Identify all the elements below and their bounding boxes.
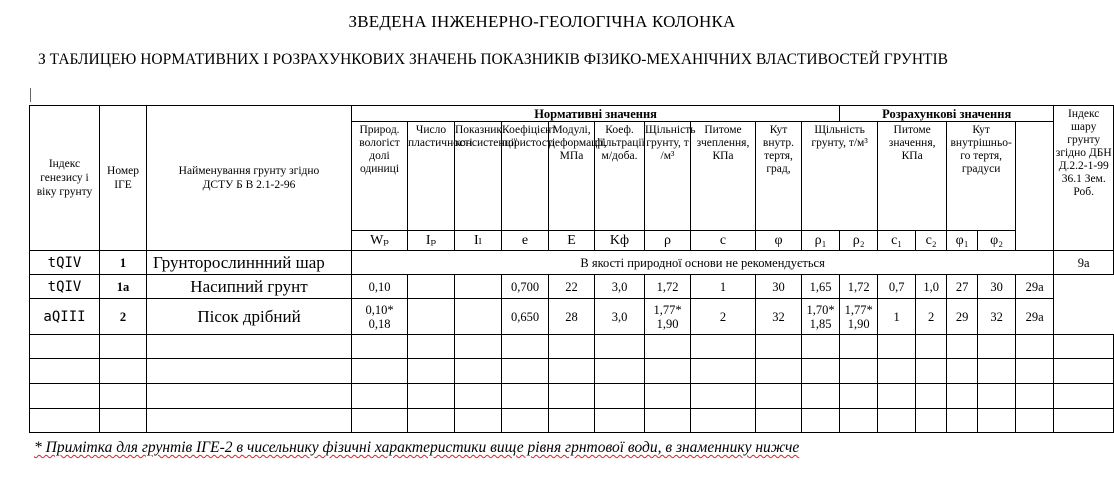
header-normative-group: Нормативні значення bbox=[352, 106, 840, 122]
symbol-phi: φ bbox=[756, 231, 802, 251]
ige-number: 1а bbox=[100, 275, 147, 299]
header-consistency: Показник консистенції bbox=[455, 122, 502, 231]
header-porosity: Коефіцієнт пористості bbox=[502, 122, 549, 231]
symbol-rho: ρ bbox=[645, 231, 691, 251]
layer-index: 9а bbox=[1054, 251, 1114, 275]
text-cursor bbox=[30, 88, 31, 102]
header-moisture: Природ. вологіст долі одиниці bbox=[352, 122, 408, 231]
value-phi2: 30 bbox=[978, 275, 1016, 299]
value-rho1: 1,65 bbox=[802, 275, 840, 299]
value-c2: 1,0 bbox=[916, 275, 947, 299]
value-rho2-bottom: 1,90 bbox=[847, 316, 870, 331]
header-index-genesis: Індекс генезису і віку грунту bbox=[30, 106, 100, 251]
symbol-modulus: E bbox=[549, 231, 595, 251]
empty-row bbox=[30, 335, 1114, 359]
header-soil-name: Найменування грунту згідно ДСТУ Б В 2.1-2-96 bbox=[147, 106, 352, 251]
value-rho bbox=[645, 299, 691, 335]
value-phi1: 27 bbox=[947, 275, 978, 299]
header-cohesion-normative: Питоме зчеплення, КПа bbox=[691, 122, 756, 231]
value-wp-bottom: 0,18 bbox=[368, 316, 391, 331]
ige-number: 1 bbox=[100, 251, 147, 275]
value-phi: 30 bbox=[756, 275, 802, 299]
value-rho2 bbox=[840, 299, 878, 335]
soil-name: Пісок дрібний bbox=[147, 299, 352, 335]
symbol-kf: Kф bbox=[595, 231, 645, 251]
value-phi1: 29 bbox=[947, 299, 978, 335]
symbol-e: e bbox=[502, 231, 549, 251]
document-title: ЗВЕДЕНА ІНЖЕНЕРНО-ГЕОЛОГІЧНА КОЛОНКА bbox=[348, 12, 736, 31]
header-ige-number: Номер ІГЕ bbox=[100, 106, 147, 251]
symbol-c2: c₂ bbox=[916, 231, 947, 251]
value-c1: 1 bbox=[878, 299, 916, 335]
header-plasticity: Число пластичності bbox=[408, 122, 455, 231]
value-modulus: 28 bbox=[549, 299, 595, 335]
header-density-normative: Щільність грунту, т /м³ bbox=[645, 122, 691, 231]
value-rho-bottom: 1,90 bbox=[656, 316, 679, 331]
layer-index: 29а bbox=[1016, 299, 1054, 335]
soil-properties-table bbox=[29, 105, 1114, 433]
value-kf: 3,0 bbox=[595, 299, 645, 335]
table-row bbox=[30, 299, 1114, 335]
header-modulus: Модулі, деформації, МПа bbox=[549, 122, 595, 231]
genesis-index: aQIII bbox=[30, 299, 100, 335]
soil-name: Насипний грунт bbox=[147, 275, 352, 299]
value-kf: 3,0 bbox=[595, 275, 645, 299]
table-row bbox=[30, 251, 1114, 275]
footnote: * Примітка для грунтів ІГЕ-2 в чисельнику фізичні характеристики вище рівня грнтової води, в знаменнику нижче bbox=[34, 439, 800, 456]
header-layer-index: Індекс шару грунту згідно ДБН Д.2.2-1-99 36.1 Зем. Роб. bbox=[1054, 106, 1114, 251]
table-row bbox=[30, 275, 1114, 299]
header-density-design: Щільність грунту, т/м³ bbox=[802, 122, 878, 231]
document-subtitle: З ТАБЛИЦЕЮ НОРМАТИВНИХ І РОЗРАХУНКОВИХ ЗНАЧЕНЬ ПОКАЗНИКІВ ФІЗИКО-МЕХАНІЧНИХ ВЛАСТИВОСТЕЙ ГРУНТІВ bbox=[38, 51, 949, 68]
value-e: 0,650 bbox=[502, 299, 549, 335]
value-rho1-top: 1,70* bbox=[806, 302, 835, 317]
header-design-group: Розрахункові значення bbox=[840, 106, 1054, 122]
not-recommended-note: В якості природної основи не рекомендується bbox=[352, 251, 1054, 275]
symbol-rho2: ρ₂ bbox=[840, 231, 878, 251]
header-cohesion-design: Питоме значення, КПа bbox=[878, 122, 947, 231]
symbol-c: c bbox=[691, 231, 756, 251]
ige-number: 2 bbox=[100, 299, 147, 335]
header-filtration: Коеф. фільтрації м/доба. bbox=[595, 122, 645, 231]
value-rho2: 1,72 bbox=[840, 275, 878, 299]
value-e: 0,700 bbox=[502, 275, 549, 299]
value-wp: 0,10 bbox=[352, 275, 408, 299]
value-modulus: 22 bbox=[549, 275, 595, 299]
header-friction-normative: Кут внутр. тертя, град, bbox=[756, 122, 802, 231]
value-c: 1 bbox=[691, 275, 756, 299]
value-phi2: 32 bbox=[978, 299, 1016, 335]
symbol-wp: Wₚ bbox=[352, 231, 408, 251]
value-phi: 32 bbox=[756, 299, 802, 335]
symbol-c1: c₁ bbox=[878, 231, 916, 251]
value-rho2-top: 1,77* bbox=[844, 302, 873, 317]
soil-name: Грунторослиннний шар bbox=[147, 251, 352, 275]
value-il bbox=[455, 275, 502, 299]
genesis-index: tQIV bbox=[30, 251, 100, 275]
symbol-phi1: φ₁ bbox=[947, 231, 978, 251]
header-friction-design: Кут внутрішньо-го тертя, градуси bbox=[947, 122, 1016, 231]
symbol-phi2: φ₂ bbox=[978, 231, 1016, 251]
empty-row bbox=[30, 384, 1114, 409]
value-rho1-bottom: 1,85 bbox=[809, 316, 832, 331]
value-wp-top: 0,10* bbox=[365, 302, 394, 317]
layer-index: 29а bbox=[1016, 275, 1054, 299]
value-ip bbox=[408, 275, 455, 299]
value-wp bbox=[352, 299, 408, 335]
value-rho: 1,72 bbox=[645, 275, 691, 299]
value-rho-top: 1,77* bbox=[653, 302, 682, 317]
symbol-il: Iₗ bbox=[455, 231, 502, 251]
value-c: 2 bbox=[691, 299, 756, 335]
value-c1: 0,7 bbox=[878, 275, 916, 299]
symbol-ip: Iₚ bbox=[408, 231, 455, 251]
empty-row bbox=[30, 359, 1114, 384]
genesis-index: tQIV bbox=[30, 275, 100, 299]
value-ip bbox=[408, 299, 455, 335]
symbol-rho1: ρ₁ bbox=[802, 231, 840, 251]
value-c2: 2 bbox=[916, 299, 947, 335]
empty-row bbox=[30, 409, 1114, 433]
value-il bbox=[455, 299, 502, 335]
value-rho1 bbox=[802, 299, 840, 335]
